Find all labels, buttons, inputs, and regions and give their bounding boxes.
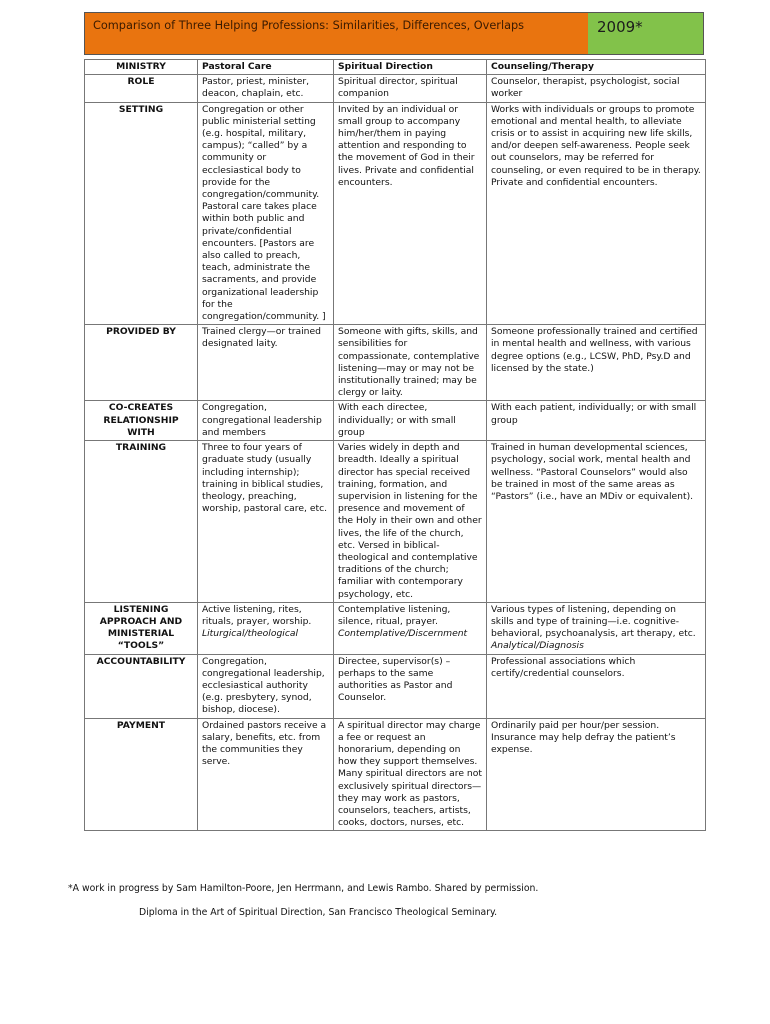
row-label: LISTENING APPROACH AND MINISTERIAL “TOOLS” <box>85 602 198 654</box>
cell-pastoral: Congregation, congregational leadership, ecclesiastical authority (e.g. presbytery, synod, bishop, diocese). <box>198 654 334 718</box>
cell-pastoral: Three to four years of graduate study (usually including internship); training in biblical studies, theology, preaching, worship, pastoral care, etc. <box>198 441 334 603</box>
credit-line: Diploma in the Art of Spiritual Direction, San Francisco Theological Seminary. <box>139 907 498 918</box>
row-label: ACCOUNTABILITY <box>85 654 198 718</box>
footnote: *A work in progress by Sam Hamilton-Poore, Jen Herrmann, and Lewis Rambo. Shared by permission. <box>68 883 539 894</box>
row-setting <box>85 102 706 325</box>
comparison-table <box>84 59 706 831</box>
cell-spiritual: Spiritual director, spiritual companion <box>334 75 487 102</box>
cell-spiritual: Someone with gifts, skills, and sensibilities for compassionate, contemplative listening—may or may not be institutionally trained; may be clergy or laity. <box>334 325 487 401</box>
row-label: TRAINING <box>85 441 198 603</box>
row-label: CO-CREATES RELATIONSHIP WITH <box>85 401 198 441</box>
cell-counseling: With each patient, individually; or with small group <box>487 401 706 441</box>
cell-spiritual: A spiritual director may charge a fee or request an honorarium, depending on how they support themselves. Many spiritual directors are not exclusively spiritual directors—they may work as pastors, counselors, teachers, artists, cooks, doctors, nurses, etc. <box>334 718 487 831</box>
cell-spiritual: Invited by an individual or small group to accompany him/her/them in paying attention and responding to the movement of God in their lives. Private and confidential encounters. <box>334 102 487 325</box>
cell-pastoral: Trained clergy—or trained designated laity. <box>198 325 334 401</box>
cell-spiritual: Varies widely in depth and breadth. Ideally a spiritual director has special received training, formation, and supervision in listening for the presence and movement of the Holy in their own and other lives, the life of the church, etc. Versed in biblical-theological and contemplative traditions of the church; familiar with contemporary psychology, etc. <box>334 441 487 603</box>
cell-pastoral: Congregation or other public ministerial setting (e.g. hospital, military, campus); “called” by a community or ecclesiastical body to provide for the congregation/community. Pastoral care takes place within both public and private/confidential encounters. [Pastors are also called to preach, teach, administrate the sacraments, and provide organizational leadership for the congregation/community. ] <box>198 102 334 325</box>
approach-style: Liturgical/theological <box>202 628 299 640</box>
header-pastoral-care: Pastoral Care <box>198 60 334 75</box>
cell-text: Various types of listening, depending on skills and type of training—i.e. cognitive-behavioral, psychoanalysis, art therapy, etc. <box>491 603 696 640</box>
title-banner <box>84 12 704 55</box>
cell-counseling: Ordinarily paid per hour/per session. Insurance may help defray the patient’s expense. <box>487 718 706 831</box>
approach-style: Contemplative/Discernment <box>338 628 468 640</box>
row-accountability <box>85 654 706 718</box>
cell-counseling: Professional associations which certify/credential counselors. <box>487 654 706 718</box>
document-title: Comparison of Three Helping Professions: Similarities, Differences, Overlaps <box>85 13 588 54</box>
cell-counseling: Works with individuals or groups to promote emotional and mental health, to alleviate crisis or to assist in acquiring new life skills, and/or deepen self-awareness. People seek out counselors, may be referred for counseling, or even required to be in therapy. Private and confidential encounters. <box>487 102 706 325</box>
cell-spiritual: With each directee, individually; or with small group <box>334 401 487 441</box>
cell-pastoral: Congregation, congregational leadership and members <box>198 401 334 441</box>
header-row <box>85 60 706 75</box>
row-listening-approach <box>85 602 706 654</box>
cell-spiritual: Directee, supervisor(s) – perhaps to the same authorities as Pastor and Counselor. <box>334 654 487 718</box>
approach-style: Analytical/Diagnosis <box>491 640 584 652</box>
cell-pastoral: Pastor, priest, minister, deacon, chaplain, etc. <box>198 75 334 102</box>
header-ministry: MINISTRY <box>85 60 198 75</box>
row-label: SETTING <box>85 102 198 325</box>
header-counseling-therapy: Counseling/Therapy <box>487 60 706 75</box>
row-label: ROLE <box>85 75 198 102</box>
row-co-creates-relationship <box>85 401 706 441</box>
header-spiritual-direction: Spiritual Direction <box>334 60 487 75</box>
row-provided-by <box>85 325 706 401</box>
cell-text: Active listening, rites, rituals, prayer, worship. <box>202 603 312 627</box>
row-payment <box>85 718 706 831</box>
document-year: 2009* <box>588 13 703 54</box>
cell-counseling: Counselor, therapist, psychologist, social worker <box>487 75 706 102</box>
cell-pastoral: Ordained pastors receive a salary, benefits, etc. from the communities they serve. <box>198 718 334 831</box>
row-label: PROVIDED BY <box>85 325 198 401</box>
cell-counseling: Trained in human developmental sciences, psychology, social work, mental health and wellness. “Pastoral Counselors” would also be trained in most of the same areas as “Pastors” (i.e., have an MDiv or equivalent). <box>487 441 706 603</box>
row-training <box>85 441 706 603</box>
cell-counseling <box>487 602 706 654</box>
cell-pastoral <box>198 602 334 654</box>
cell-counseling: Someone professionally trained and certified in mental health and wellness, with various degree options (e.g., LCSW, PhD, Psy.D and licensed by the state.) <box>487 325 706 401</box>
row-role <box>85 75 706 102</box>
cell-spiritual <box>334 602 487 654</box>
row-label: PAYMENT <box>85 718 198 831</box>
cell-text: Contemplative listening, silence, ritual, prayer. <box>338 603 451 627</box>
